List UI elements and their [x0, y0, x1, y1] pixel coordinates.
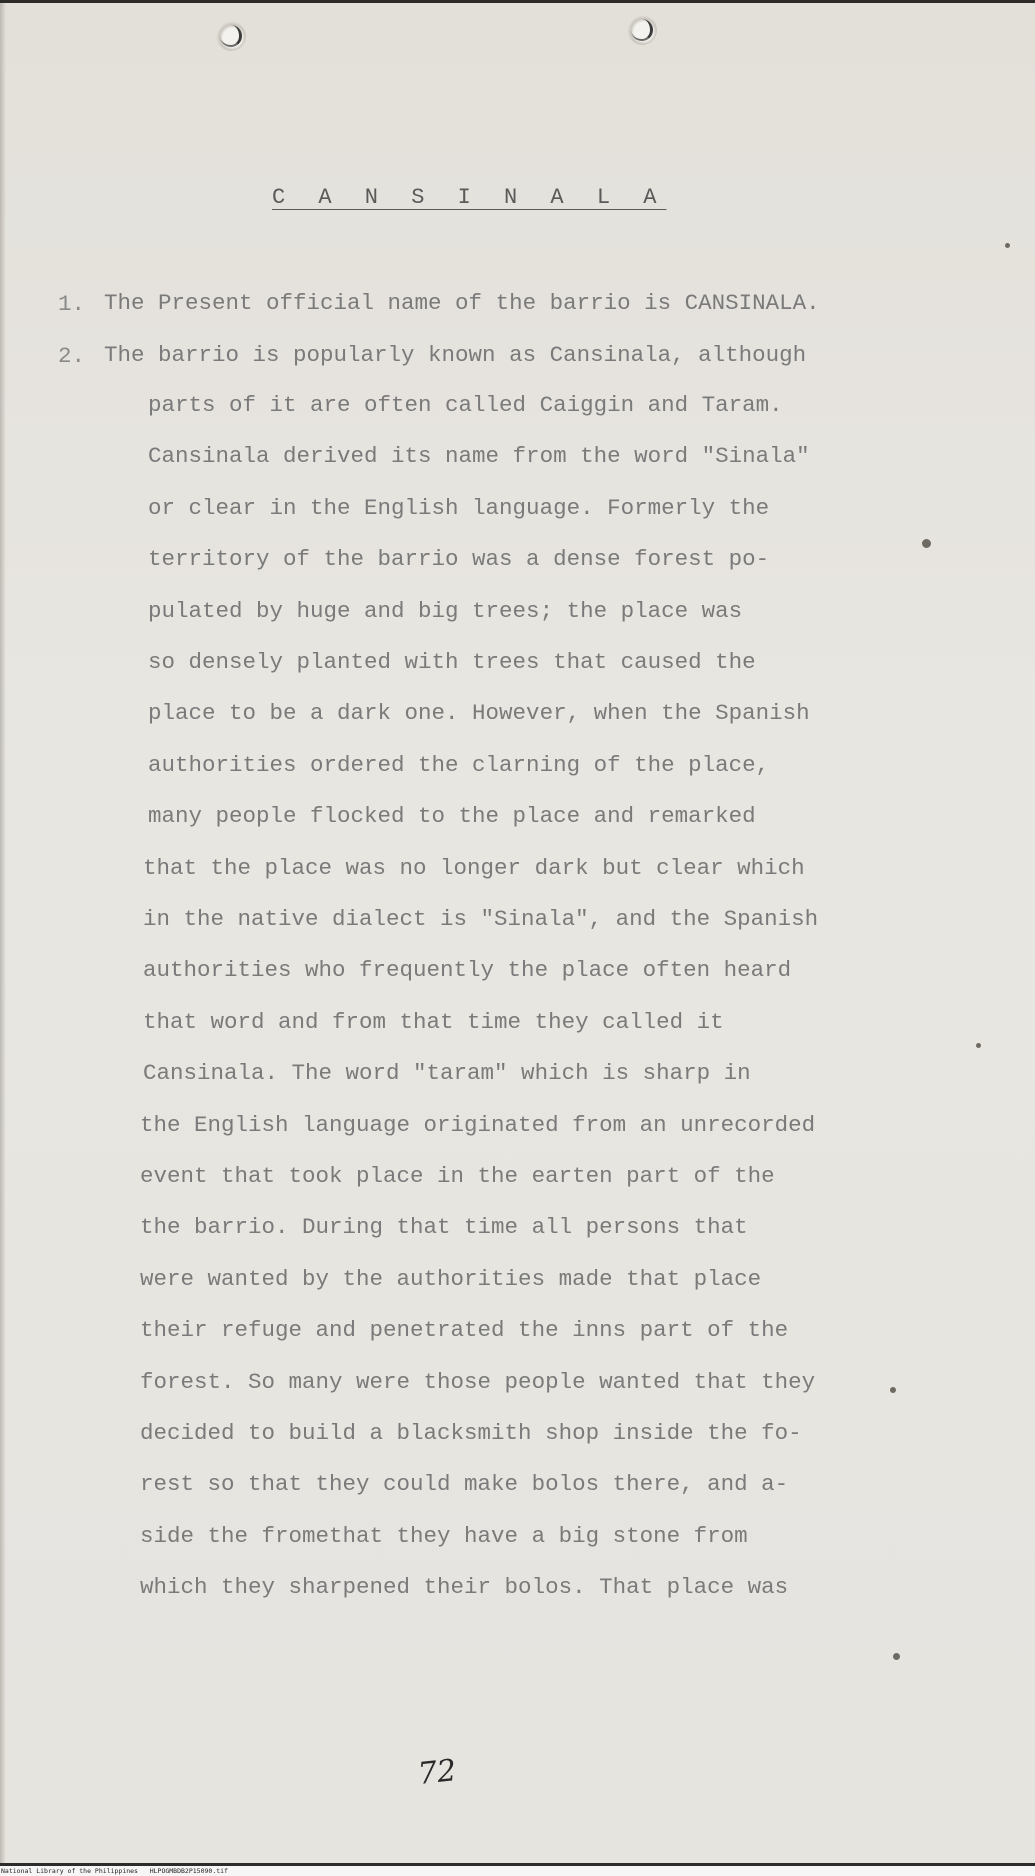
paper-speck	[976, 1043, 981, 1048]
item-text: The barrio is popularly known as Cansinala, although	[104, 342, 807, 368]
body-line: the English language originated from an unrecorded	[140, 1111, 816, 1138]
document-page	[0, 3, 1035, 1863]
item-number: 1.	[58, 291, 86, 317]
item-text: The Present official name of the barrio is CANSINALA.	[104, 290, 820, 316]
document-title: C A N S I N A L A	[272, 185, 667, 210]
scan-footer: National Library of the Philippines HLPOGMBDB2P15090.tif	[0, 1866, 1035, 1876]
body-line: Cansinala derived its name from the word "Sinala"	[148, 443, 810, 470]
punch-hole-left	[216, 21, 246, 51]
page-edge-shadow	[0, 3, 6, 1863]
body-line: decided to build a blacksmith shop inside the fo-	[140, 1420, 802, 1446]
body-line: authorities who frequently the place often heard	[143, 957, 792, 984]
body-line: rest so that they could make bolos there, and a-	[140, 1471, 789, 1498]
body-line: in the native dialect is "Sinala", and the Spanish	[143, 906, 819, 932]
body-line: which they sharpened their bolos. That place was	[140, 1574, 789, 1601]
body-line: forest. So many were those people wanted that they	[140, 1368, 816, 1395]
page-number: 72	[416, 1753, 458, 1792]
body-line: so densely planted with trees that caused the	[148, 649, 756, 675]
body-line: were wanted by the authorities made that place	[140, 1265, 762, 1292]
body-line: their refuge and penetrated the inns part of the	[140, 1317, 789, 1344]
paper-speck	[893, 1653, 900, 1660]
body-line: pulated by huge and big trees; the place was	[148, 597, 743, 624]
item-number: 2.	[58, 343, 86, 369]
body-line: parts of it are often called Caiggin and Taram.	[148, 392, 783, 418]
paper-speck	[890, 1387, 896, 1393]
body-line: or clear in the English language. Formerly the	[148, 494, 770, 521]
body-line: many people flocked to the place and remarked	[148, 803, 756, 830]
punch-hole-right	[627, 15, 657, 45]
body-line: that word and from that time they called it	[143, 1008, 724, 1035]
body-line: event that took place in the earten part of the	[140, 1163, 775, 1189]
body-line: side the fromethat they have a big stone from	[140, 1522, 748, 1549]
body-line: authorities ordered the clarning of the place,	[148, 751, 770, 778]
body-line: territory of the barrio was a dense forest po-	[148, 546, 770, 573]
body-line: place to be a dark one. However, when the Spanish	[148, 700, 810, 727]
paper-speck	[1005, 243, 1010, 248]
paper-speck	[922, 539, 931, 548]
body-line: that the place was no longer dark but clear which	[143, 854, 805, 881]
body-line: the barrio. During that time all persons that	[140, 1214, 748, 1241]
body-line: Cansinala. The word "taram" which is sharp in	[143, 1060, 751, 1087]
